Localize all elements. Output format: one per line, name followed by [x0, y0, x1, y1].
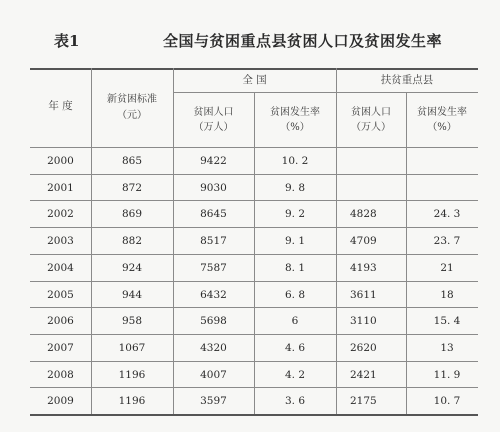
cell-nat-rate: 9. 1	[284, 235, 306, 248]
cell-year: 2006	[47, 315, 74, 328]
cell-nat-pop: 7587	[200, 261, 227, 274]
row-rule	[30, 174, 478, 175]
cell-cty-rate: 11. 9	[433, 368, 461, 381]
table-label: 表1	[54, 32, 80, 50]
cell-year: 2001	[47, 181, 74, 194]
cell-cty-pop: 2421	[350, 368, 377, 381]
cell-standard: 924	[121, 261, 143, 274]
cell-nat-rate: 6	[291, 315, 299, 328]
cell-cty-rate: 13	[440, 341, 454, 354]
cell-nat-rate: 9. 8	[284, 181, 306, 194]
cell-cty-pop: 3110	[350, 315, 377, 328]
cell-cty-pop: 4193	[350, 261, 377, 274]
title-row	[28, 30, 480, 54]
cell-nat-rate: 10. 2	[281, 155, 309, 167]
cell-cty-pop: 4828	[350, 208, 377, 221]
cell-nat-pop: 9422	[200, 155, 227, 167]
header-county-pop-line2: （万人）	[351, 122, 391, 133]
row-rule	[30, 227, 478, 228]
data-table	[30, 68, 478, 414]
header-year: 年 度	[48, 100, 73, 112]
cell-cty-pop: 4709	[350, 235, 377, 248]
cell-nat-rate: 9. 2	[284, 208, 306, 221]
cell-standard: 1196	[118, 368, 146, 381]
cell-nat-rate: 3. 6	[284, 395, 306, 408]
row-rule	[30, 307, 478, 308]
cell-year: 2009	[47, 395, 74, 408]
top-rule	[30, 68, 478, 70]
cell-cty-rate: 18	[440, 288, 454, 301]
cell-nat-rate: 4. 6	[284, 341, 306, 354]
header-county-rate-line1: 贫困发生率	[417, 107, 467, 118]
row-rule	[30, 361, 478, 362]
cell-year: 2007	[47, 341, 74, 354]
header-national-pop-line1: 贫困人口	[193, 107, 234, 118]
header-county-rate-line2: （%）	[427, 122, 457, 133]
header-county-pop-line1: 贫困人口	[351, 107, 391, 118]
row-rule	[30, 387, 478, 388]
cell-year: 2005	[47, 288, 74, 301]
cell-nat-pop: 4007	[200, 368, 227, 381]
cell-standard: 872	[121, 181, 143, 194]
cell-nat-pop: 8517	[200, 235, 227, 248]
row-rule	[30, 200, 478, 201]
header-standard-line2: （元）	[117, 110, 147, 121]
row-rule	[30, 334, 478, 335]
cell-cty-pop: 2175	[350, 395, 377, 408]
cell-standard: 1196	[118, 395, 146, 408]
header-group-national: 全 国	[242, 74, 267, 86]
cell-nat-pop: 6432	[200, 288, 227, 301]
cell-nat-pop: 8645	[200, 208, 227, 221]
cell-cty-rate: 10. 7	[433, 395, 461, 408]
cell-year: 2008	[47, 368, 74, 381]
cell-cty-rate: 21	[440, 261, 454, 274]
cell-year: 2003	[47, 235, 74, 248]
col-divider	[336, 68, 337, 414]
cell-year: 2000	[47, 155, 74, 167]
cell-year: 2002	[47, 208, 74, 221]
cell-nat-rate: 4. 2	[284, 368, 306, 381]
group-header-rule	[173, 92, 478, 93]
cell-nat-rate: 8. 1	[284, 261, 306, 274]
cell-cty-pop: 3611	[350, 288, 377, 301]
cell-standard: 958	[121, 315, 143, 328]
cell-standard: 869	[121, 208, 143, 221]
cell-nat-rate: 6. 8	[284, 288, 306, 301]
header-national-pop-line2: （万人）	[193, 122, 234, 133]
cell-cty-rate: 24. 3	[433, 208, 461, 221]
row-rule	[30, 281, 478, 282]
row-rule	[30, 414, 478, 416]
cell-nat-pop: 4320	[200, 341, 227, 354]
cell-year: 2004	[47, 261, 74, 274]
table-title: 全国与贫困重点县贫困人口及贫困发生率	[163, 32, 443, 50]
header-group-county: 扶贫重点县	[380, 74, 434, 86]
header-national-rate-line2: （%）	[280, 122, 310, 133]
cell-cty-rate: 23. 7	[433, 235, 461, 248]
cell-nat-pop: 9030	[200, 181, 227, 194]
header-standard-line1: 新贫困标准	[107, 94, 157, 105]
cell-cty-rate: 15. 4	[433, 315, 461, 328]
cell-standard: 1067	[118, 341, 146, 354]
cell-standard: 944	[121, 288, 143, 301]
cell-cty-pop: 2620	[350, 341, 377, 354]
cell-standard: 882	[121, 235, 143, 248]
cell-nat-pop: 3597	[200, 395, 227, 408]
row-rule	[30, 254, 478, 255]
cell-nat-pop: 5698	[200, 315, 227, 328]
cell-standard: 865	[121, 155, 143, 167]
header-national-rate-line1: 贫困发生率	[270, 107, 320, 118]
